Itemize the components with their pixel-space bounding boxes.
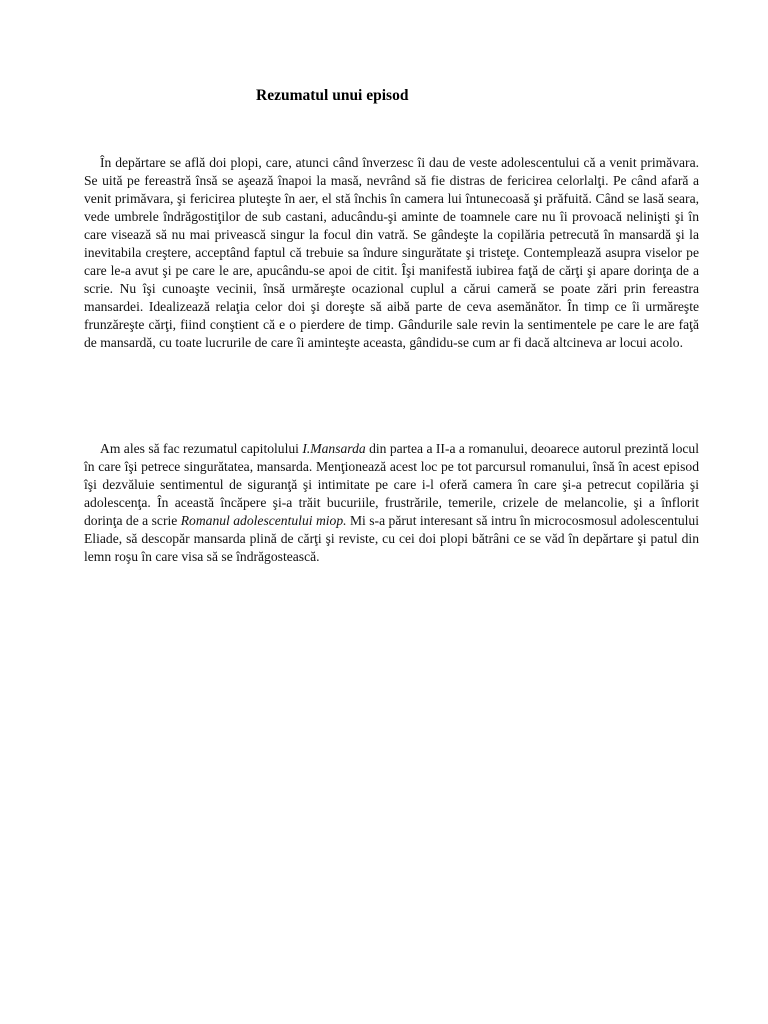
novel-title: Romanul adolescentului miop. <box>180 513 347 528</box>
document-title: Rezumatul unui episod <box>256 87 409 104</box>
explanation-text-2: din partea a II-a a romanului, deoarece autorul prezintă locul în care îşi petrece singurătatea, mansarda. Menţionează acest loc pe tot parcursul romanului, însă în acest episod îşi dezvăluie sentimentul de siguranţă şi intimitate pe care i-l oferă camera în care şi-a petrecut copilăria şi adolescenţa. În această încăpere şi-a trăit bucuriile, frustrările, temerile, crizele de melancolie, şi a înflorit dorinţa de a scrie <box>84 441 699 528</box>
summary-paragraph: În depărtare se află doi plopi, care, atunci când înverzesc îi dau de veste adolescentului că a venit primăvara. Se uită pe fereastră însă se aşează înapoi la masă, nevrând să fie distras de fericirea celorlalţi. Pe când afară a venit primăvara, şi fericirea pluteşte în aer, el stă închis în camera lui întunecoasă şi prăfuită. Când se lasă seara, vede umbrele îndrăgostiţilor de sub castani, aducându-şi aminte de toamnele care nu îi provoacă nelinişti şi în care visează să nu mai privească singur la focul din vatră. Se gândeşte la copilăria petrecută în mansardă şi la inevitabila creştere, acceptând faptul că trebuie sa îndure singurătate şi tristeţe. Contemplează asupra viselor pe care le-a avut şi pe care le are, apucându-se apoi de citit. Îşi manifestă iubirea faţă de cărţi şi apare dorinţa de a scrie. Nu îşi cunoaşte vecinii, însă urmăreşte ocazional cuplul a cărui cameră se poate zări prin fereastra mansardei. Idealizează relaţia celor doi şi doreşte să aibă parte de ceva asemănător. În timp ce îi urmăreşte frunzăreşte cărţi, fiind conştient că e o pierdere de timp. Gândurile sale revin la sentimentele pe care le are faţă de mansardă, cu toate lucrurile de care îi aminteşte aceasta, gândidu-se cum ar fi dacă altcineva ar locui acolo. <box>84 155 699 350</box>
explanation-text-3: Mi s-a părut interesant să intru în microcosmosul adolescentului Eliade, să descopăr mansarda plină de cărţi şi reviste, cu cei doi plopi bătrâni ce se văd în depărtare şi patul din lemn roşu în care visa să se îndrăgostească. <box>84 513 700 564</box>
explanation-paragraph <box>84 440 699 566</box>
chapter-title: I.Mansarda <box>302 441 366 456</box>
explanation-text-1: Am ales să fac rezumatul capitolului <box>100 441 303 456</box>
